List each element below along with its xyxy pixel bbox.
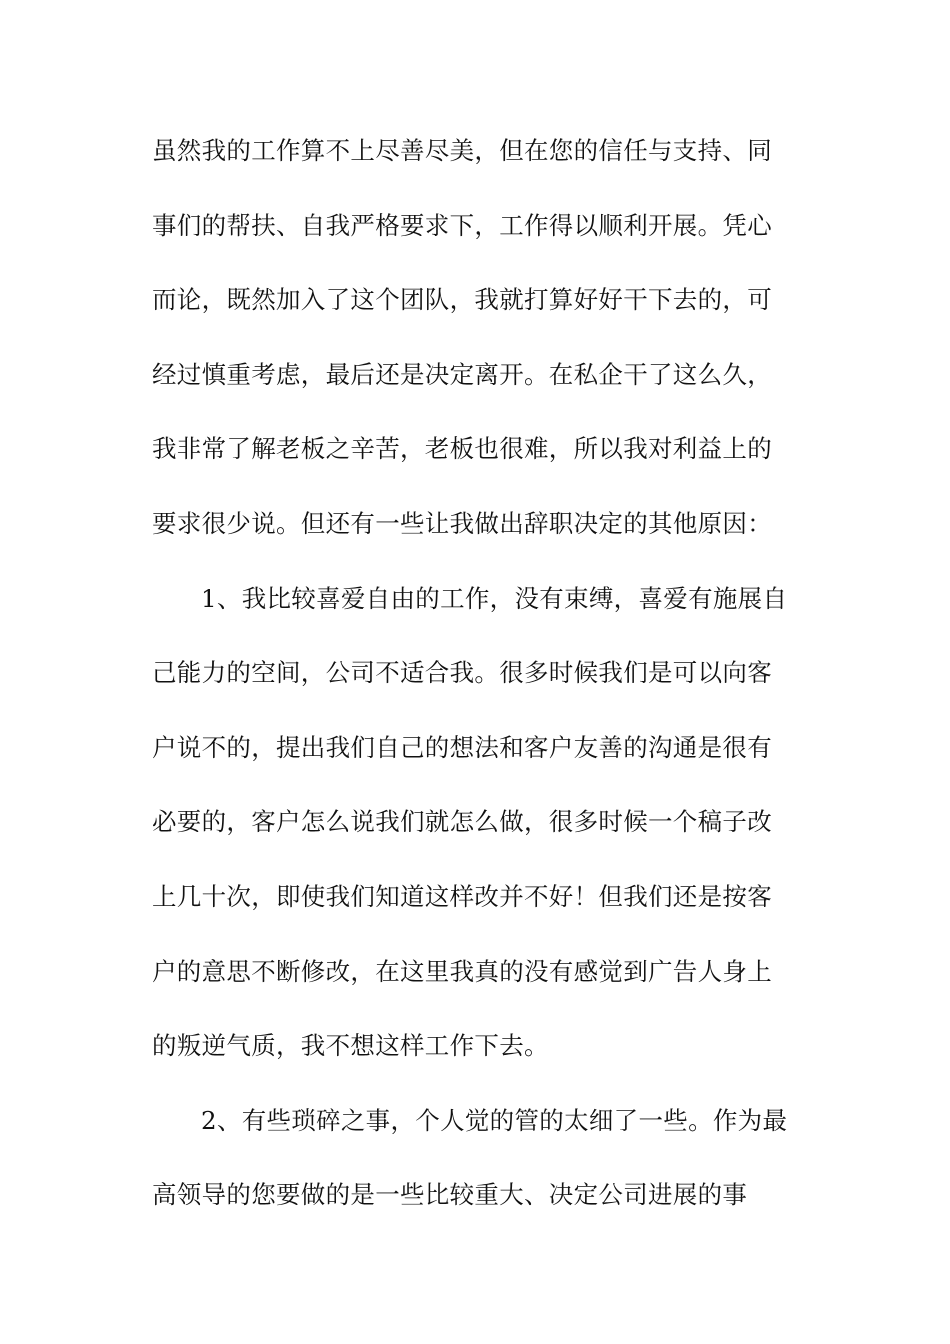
text-line: 事们的帮扶、自我严格要求下，工作得以顺利开展。凭心 — [152, 210, 772, 240]
text-line: 上几十次，即使我们知道这样改并不好！但我们还是按客 — [152, 881, 772, 911]
text-line: 经过慎重考虑，最后还是决定离开。在私企干了这么久， — [152, 359, 772, 389]
text-line: 的叛逆气质，我不想这样工作下去。 — [152, 1031, 549, 1061]
text-line: 而论，既然加入了这个团队，我就打算好好干下去的，可 — [152, 285, 772, 315]
text-line: 我非常了解老板之辛苦，老板也很难，所以我对利益上的 — [152, 434, 772, 464]
text-line: 己能力的空间，公司不适合我。很多时候我们是可以向客 — [152, 658, 772, 688]
text-line: 必要的，客户怎么说我们就怎么做，很多时候一个稿子改 — [152, 807, 772, 837]
text-line: 要求很少说。但还有一些让我做出辞职决定的其他原因： — [152, 508, 772, 538]
text-line: 户的意思不断修改，在这里我真的没有感觉到广告人身上 — [152, 956, 772, 986]
text-line-numbered-item: 2、有些琐碎之事，个人觉的管的太细了一些。作为最 — [201, 1105, 788, 1135]
document-body — [152, 128, 812, 1247]
text-line: 虽然我的工作算不上尽善尽美，但在您的信任与支持、同 — [152, 136, 772, 165]
text-line: 户说不的，提出我们自己的想法和客户友善的沟通是很有 — [152, 732, 772, 762]
text-line-numbered-item: 1、我比较喜爱自由的工作，没有束缚，喜爱有施展自 — [201, 583, 788, 613]
text-line: 高领导的您要做的是一些比较重大、决定公司进展的事 — [152, 1180, 748, 1210]
